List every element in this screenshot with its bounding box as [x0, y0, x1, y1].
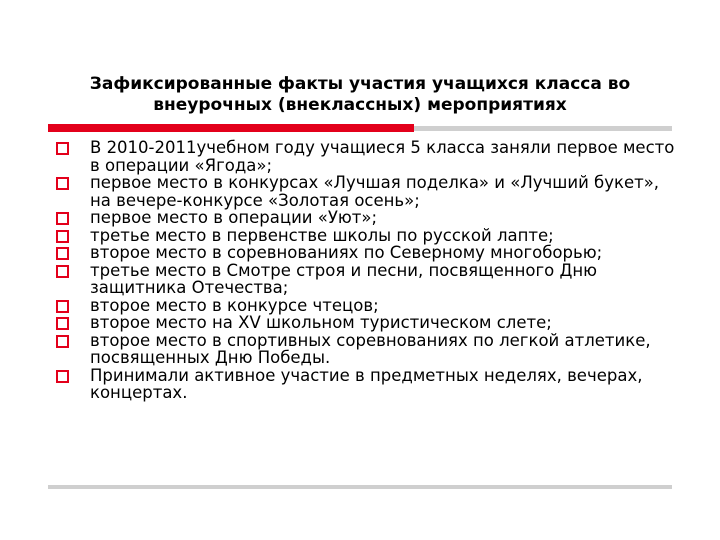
square-bullet-icon: [56, 317, 69, 330]
list-item: [40, 314, 680, 332]
list-item-text: третье место в первенстве школы по русской лапте;: [90, 225, 554, 245]
list-item-text: Принимали активное участие в предметных неделях, вечерах, концертах.: [90, 365, 643, 402]
list-item-text: В 2010-2011учебном году учащиеся 5 класса заняли первое место в операции «Ягода»;: [90, 138, 675, 175]
list-item: [40, 209, 680, 227]
square-bullet-icon: [56, 212, 69, 225]
list-item-text: первое место в конкурсах «Лучшая поделка» и «Лучший букет», на вечере-конкурсе «Золотая осень»;: [90, 173, 660, 210]
list-item: [40, 332, 680, 367]
list-item: [40, 227, 680, 245]
square-bullet-icon: [56, 177, 69, 190]
divider-gray-segment: [414, 126, 672, 131]
list-item: [40, 174, 680, 209]
square-bullet-icon: [56, 300, 69, 313]
bottom-divider: [48, 485, 672, 489]
square-bullet-icon: [56, 230, 69, 243]
list-item: [40, 262, 680, 297]
list-item-text: второе место в соревнованиях по Северному многоборью;: [90, 243, 603, 262]
slide-title: Зафиксированные факты участия учащихся класса во внеурочных (внеклассных) мероприятиях: [89, 74, 631, 115]
list-item: [40, 297, 680, 315]
title-divider: [48, 124, 672, 134]
list-item: [40, 367, 680, 402]
square-bullet-icon: [56, 247, 69, 260]
divider-red-segment: [48, 124, 414, 132]
list-item-text: второе место на XV школьном туристическом слете;: [90, 313, 552, 332]
achievement-list: [40, 139, 680, 402]
list-item-text: третье место в Смотре строя и песни, посвященного Дню защитника Отечества;: [90, 260, 598, 297]
list-item: [40, 244, 680, 262]
square-bullet-icon: [56, 370, 69, 383]
list-item-text: второе место в спортивных соревнованиях по легкой атлетике, посвященных Дню Победы.: [90, 330, 651, 367]
square-bullet-icon: [56, 265, 69, 278]
list-item-text: первое место в операции «Уют»;: [90, 208, 378, 227]
square-bullet-icon: [56, 142, 69, 155]
square-bullet-icon: [56, 335, 69, 348]
list-item-text: второе место в конкурсе чтецов;: [90, 295, 379, 315]
list-item: [40, 139, 680, 174]
